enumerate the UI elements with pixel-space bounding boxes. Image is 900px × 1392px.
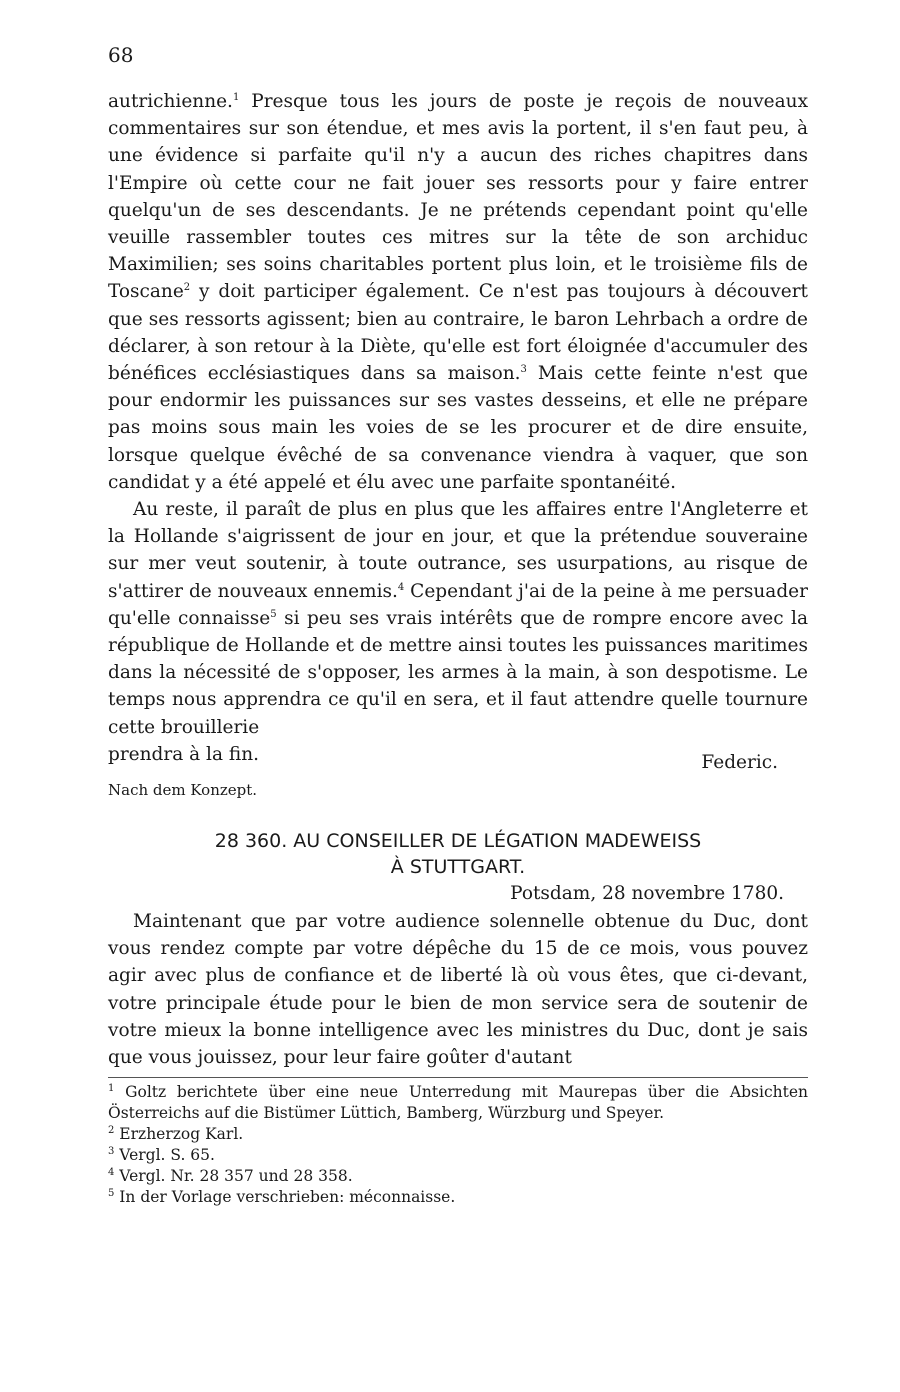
- footnote-text: Vergl. S. 65.: [114, 1146, 215, 1165]
- paragraph-text: y doit participer également. Ce n'est pas toujours à découvert que ses ressorts agissent; bien au contraire, le baron Lehrbach a ordre de déclarer, à son retour à la Diète, qu'elle est fort éloignée d'accumuler des bénéfices ecclésiastiques dans sa maison.: [108, 281, 808, 385]
- footnote-ref: 5: [270, 608, 277, 620]
- document-heading: [108, 828, 808, 880]
- paragraph-text: Mais cette feinte n'est que pour endormir les puissances sur ses vastes desseins, et elle ne prépare pas moins sous main les voies de se les procurer et de dire ensuite, lorsque quelque évêché de sa convenance viendra à vaquer, que son candidat y a été appelé et élu avec une parfaite spontanéité.: [108, 363, 808, 493]
- footnote-ref: 2: [183, 282, 191, 294]
- footnote-marker: 4: [108, 1167, 115, 1179]
- footnote-divider: [108, 1077, 808, 1078]
- footnote-ref: 1: [232, 91, 240, 103]
- paragraph-text: prendra à la fin.: [108, 743, 260, 765]
- footnote-text: Goltz berichtete über eine neue Unterredung mit Maurepas über die Absichten Österreichs auf die Bistümer Lüttich, Bamberg, Würzburg und Speyer.: [108, 1083, 808, 1123]
- footnote: [108, 1124, 808, 1145]
- letter-paragraph-1: [108, 88, 808, 496]
- letter-paragraph-2: [108, 496, 808, 741]
- footnote-marker: 2: [108, 1125, 115, 1137]
- footnote-marker: 5: [108, 1188, 115, 1200]
- footnote-text: Vergl. Nr. 28 357 und 28 358.: [114, 1167, 353, 1186]
- footnote: [108, 1166, 808, 1187]
- footnote-text: Erzherzog Karl.: [114, 1125, 244, 1144]
- footnote: [108, 1082, 808, 1124]
- footnote: [108, 1145, 808, 1166]
- document-heading-line: À STUTTGART.: [390, 856, 526, 879]
- document-heading-line: 28 360. AU CONSEILLER DE LÉGATION MADEWEISS: [214, 830, 702, 853]
- footnote-text: In der Vorlage verschrieben: méconnaisse.: [114, 1188, 456, 1207]
- page-number: 68: [108, 43, 134, 67]
- paragraph-text: si peu ses vrais intérêts que de rompre encore avec la république de Hollande et de mettre ainsi toutes les puissances maritimes dans la nécessité de s'opposer, les armes à la main, à son despotisme. Le temps nous apprendra ce qu'il en sera, et il faut attendre quelle tournure cette brouillerie: [108, 607, 808, 738]
- footnote-marker: 3: [108, 1146, 115, 1158]
- footnote-marker: 1: [108, 1083, 115, 1095]
- paragraph-text: Presque tous les jours de poste je reçois de nouveaux commentaires sur son étendue, et mes avis la portent, il s'en faut peu, à une évidence si parfaite qu'il n'y a aucun des riches chapitres dans l'Empire où cette cour ne fait jouer ses ressorts pour y faire entrer quelqu'un de ses descendants. Je ne prétends cependant point qu'elle veuille rassembler toutes ces mitres sur la tête de son archiduc Maximilien; ses soins charitables portent plus loin, et le troisième fils de Toscane: [108, 91, 808, 303]
- document-page: [108, 40, 808, 1208]
- footnotes-list: [108, 1082, 808, 1208]
- paragraph-text: autrichienne.: [108, 91, 233, 112]
- paragraph-text: Au reste, il paraît de plus en plus que les affaires entre l'Angleterre et la Hollande s'aigrissent de jour en jour, et que la prétendue souveraine sur mer veut soutenir, à toute outrance, ses usurpations, au risque de s'attirer de nouveaux ennemis.: [108, 499, 808, 602]
- footnote-ref: 3: [520, 363, 527, 375]
- closing-line: [108, 741, 808, 773]
- letter-paragraph-3: Maintenant que par votre audience solennelle obtenue du Duc, dont vous rendez compte par votre dépêche du 15 de ce mois, vous pouvez agir avec plus de confiance et de liberté là où vous êtes, que ci-devant, votre principale étude pour le bien de mon service sera de soutenir de votre mieux la bonne intelligence avec les ministres du Duc, dont je sais que vous jouissez, pour leur faire goûter d'autant: [108, 911, 808, 1069]
- document-date: Potsdam, 28 novembre 1780.: [510, 883, 784, 905]
- footnote: [108, 1187, 808, 1208]
- source-note: Nach dem Konzept.: [108, 781, 258, 800]
- paragraph-text: Cependant j'ai de la peine à me persuader qu'elle connaisse: [108, 580, 808, 629]
- footnote-ref: 4: [397, 581, 405, 593]
- signature: Federic.: [701, 751, 778, 773]
